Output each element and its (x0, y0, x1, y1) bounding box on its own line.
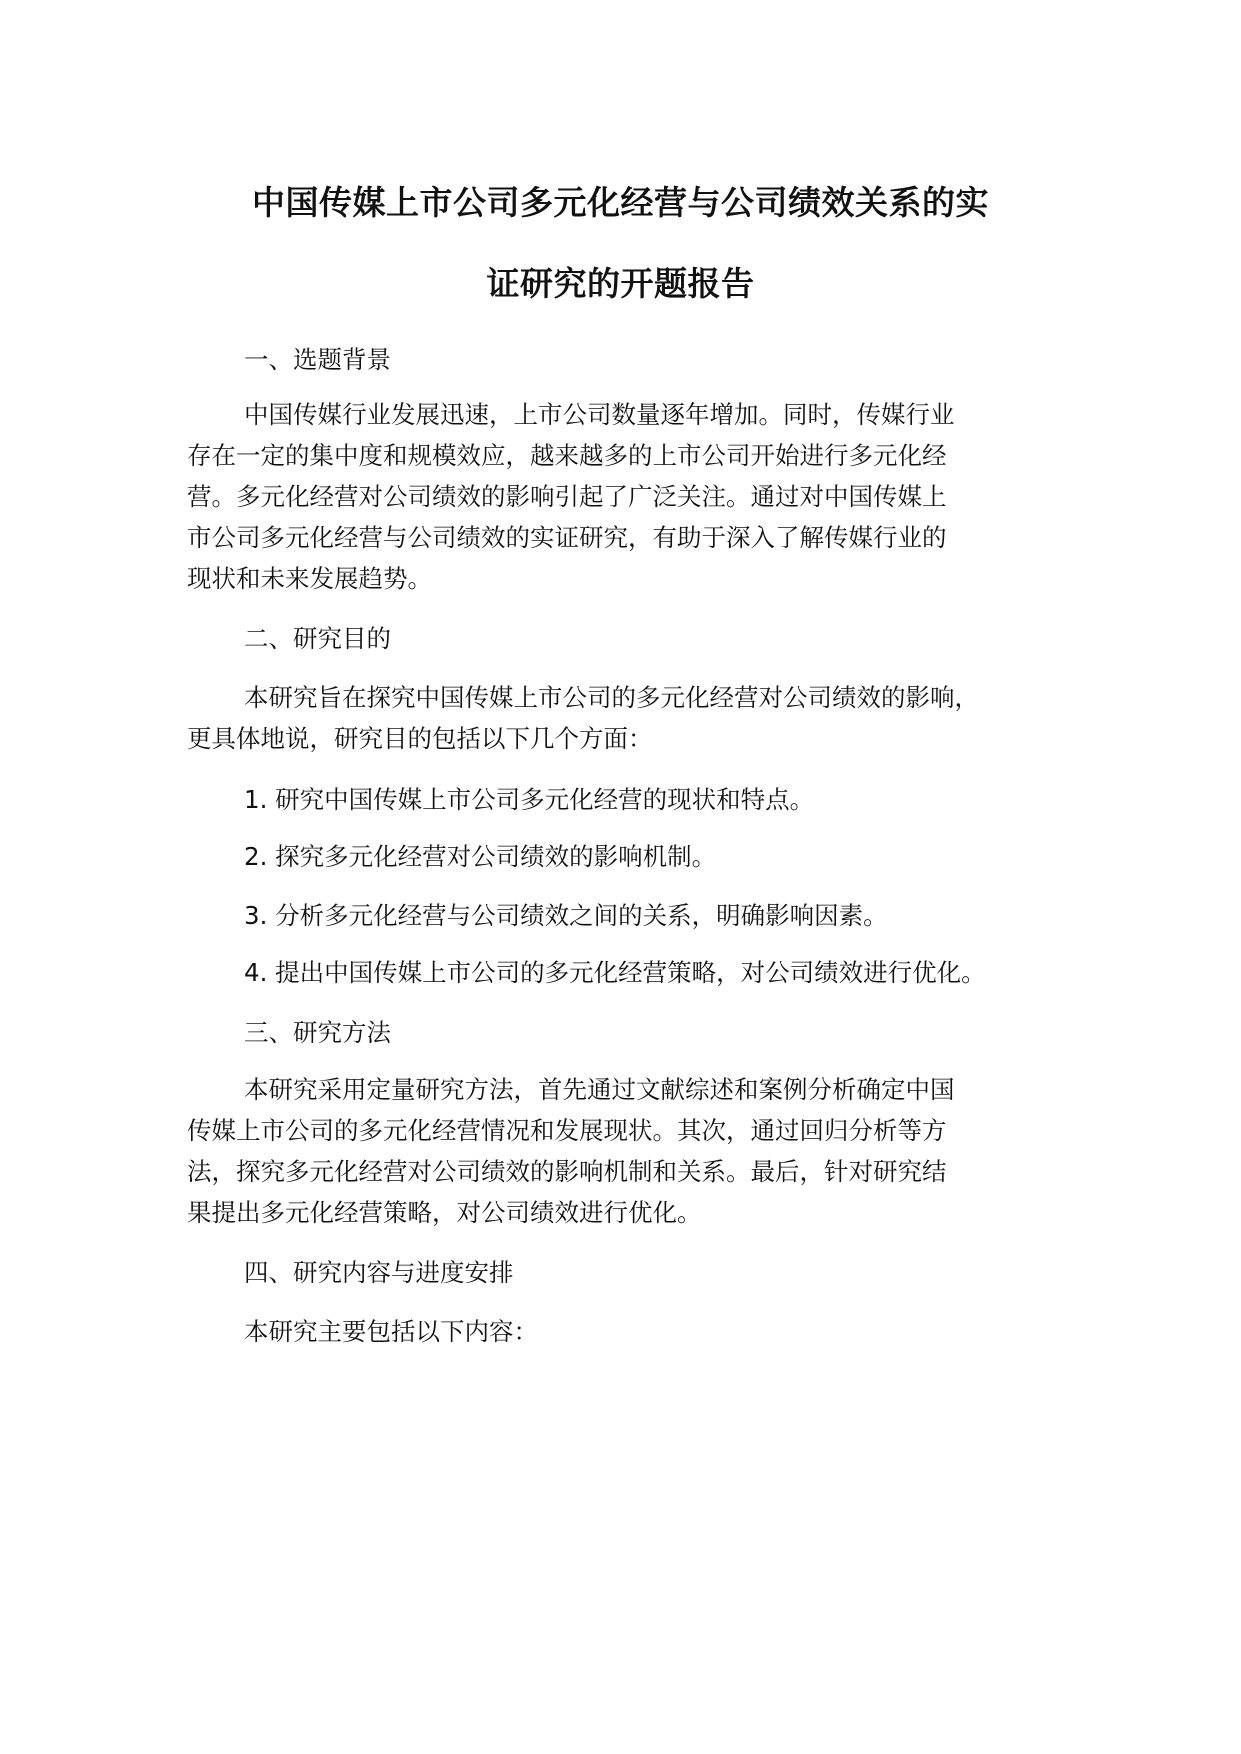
section-heading-content-schedule: 四、研究内容与进度安排 (244, 1258, 514, 1287)
paragraph-line: 更具体地说，研究目的包括以下几个方面： (187, 724, 653, 753)
list-item: 1. 研究中国传媒上市公司多元化经营的现状和特点。 (244, 785, 815, 814)
paragraph-line: 传媒上市公司的多元化经营情况和发展现状。其次，通过回归分析等方 (187, 1116, 947, 1145)
list-item: 4. 提出中国传媒上市公司的多元化经营策略，对公司绩效进行优化。 (244, 958, 986, 987)
paragraph-line: 营。多元化经营对公司绩效的影响引起了广泛关注。通过对中国传媒上 (187, 482, 947, 511)
section-heading-purpose: 二、研究目的 (244, 624, 391, 653)
paragraph-line: 现状和未来发展趋势。 (187, 564, 432, 593)
document-title-line2: 证研究的开题报告 (486, 264, 755, 303)
paragraph-line: 本研究采用定量研究方法，首先通过文献综述和案例分析确定中国 (244, 1075, 955, 1104)
section-heading-method: 三、研究方法 (244, 1018, 391, 1047)
paragraph-line: 本研究主要包括以下内容： (244, 1317, 538, 1346)
list-item: 3. 分析多元化经营与公司绩效之间的关系，明确影响因素。 (244, 901, 888, 930)
paragraph-line: 中国传媒行业发展迅速，上市公司数量逐年增加。同时，传媒行业 (244, 400, 955, 429)
paragraph-line: 果提出多元化经营策略，对公司绩效进行优化。 (187, 1198, 702, 1227)
paragraph-line: 市公司多元化经营与公司绩效的实证研究，有助于深入了解传媒行业的 (187, 523, 947, 552)
paragraph-line: 本研究旨在探究中国传媒上市公司的多元化经营对公司绩效的影响， (244, 683, 979, 712)
section-heading-background: 一、选题背景 (244, 345, 391, 374)
paragraph-line: 存在一定的集中度和规模效应，越来越多的上市公司开始进行多元化经 (187, 441, 947, 470)
list-item: 2. 探究多元化经营对公司绩效的影响机制。 (244, 842, 717, 871)
document-title-line1: 中国传媒上市公司多元化经营与公司绩效关系的实 (252, 183, 989, 222)
paragraph-line: 法，探究多元化经营对公司绩效的影响机制和关系。最后，针对研究结 (187, 1157, 947, 1186)
